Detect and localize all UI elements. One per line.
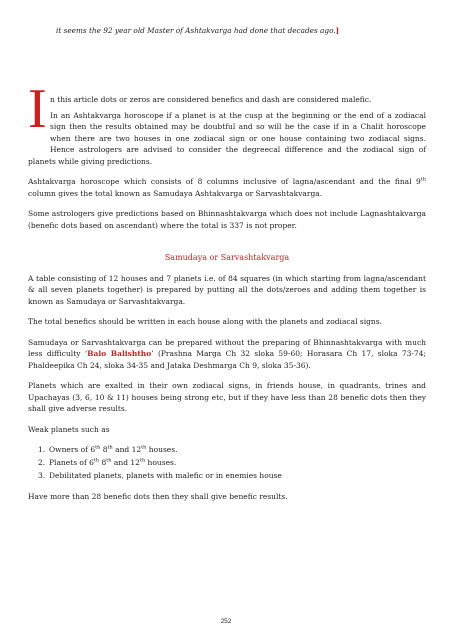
highlighted-term: Balo Balishtho [87,349,152,358]
section-heading: Samudaya or Sarvashtakvarga [164,253,290,262]
list-item: 3. Debilitated planets, planets with malefic or in enemies house [38,471,282,480]
article-body [28,78,427,511]
page-number: 252 [220,618,232,625]
drop-cap: I [28,78,47,140]
paragraph-4: Some astrologers give predictions based on Bhinnashtakvarga which does not include Lagnashtakvarga (benefic dots based on ascendant) where the total is 337 is not proper. [28,209,426,230]
weak-planets-list [28,444,426,482]
closing-bracket: ] [335,26,340,35]
paragraph-6: The total benefics should be written in each house along with the planets and zodiacal signs. [28,317,382,326]
paragraph-10: Have more than 28 benefic dots then they shall give benefic results. [28,491,288,501]
paragraph-5: A table consisting of 12 houses and 7 planets i.e. of 84 squares (in which starting from lagna/ascendant & all seven planets together) is prepared by putting all the dots/zeroes and adding them together is known as Samudaya or Sarvashtakvarga. [28,273,426,306]
paragraph-8: Planets which are exalted in their own zodiacal signs, in friends house, in quadrants, trines and Upachayas (3, 6, 10 & 11) houses being strong etc, but if they have less than 28 benefic dots then they shall give adverse results. [28,381,426,413]
paragraph-1: n this article dots or zeros are considered benefics and dash are considered malefic. [50,95,372,104]
intro-line [56,26,436,36]
list-item: 1. Owners of 6th 8th and 12th houses. [38,444,178,454]
list-item: 2. Planets of 6th 8th and 12th houses. [38,457,177,467]
paragraph-9: Weak planets such as [28,424,110,434]
opening-section [28,78,426,167]
intro-text: it seems the 92 year old Master of Ashtakvarga had done that decades ago. [56,26,336,35]
paragraph-2: In an Ashtakvarga horoscope if a planet is at the cusp at the beginning or the end of a zodiacal sign then the results obtained may be doubtful and so will be the case if in a Chalit horoscope when there are two houses in one zodiacal sign or one house containing two zodiacal signs. Hence astrologers are advised to consider the degreecal difference and the zodiacal sign of planets while giving predictions. [28,110,426,166]
paragraph-7: Samudaya or Sarvashtakvarga can be prepared without the preparing of Bhinnashtakvarga with much less difficulty ‘Balo Balishtho’ (Prashna Marga Ch 32 sloka 59-60; Horasara Ch 17, sloka 73-74; Phaldeepika Ch 24, sloka 34-35 and Jataka Deshmarga Ch 9, sloka 35-36). [28,337,427,370]
paragraph-3: Ashtakvarga horoscope which consists of 8 columns inclusive of lagna/ascendant and the final 9th column gives the total known as Samudaya Ashtakvarga or Sarvashtakvarga. [28,176,426,198]
